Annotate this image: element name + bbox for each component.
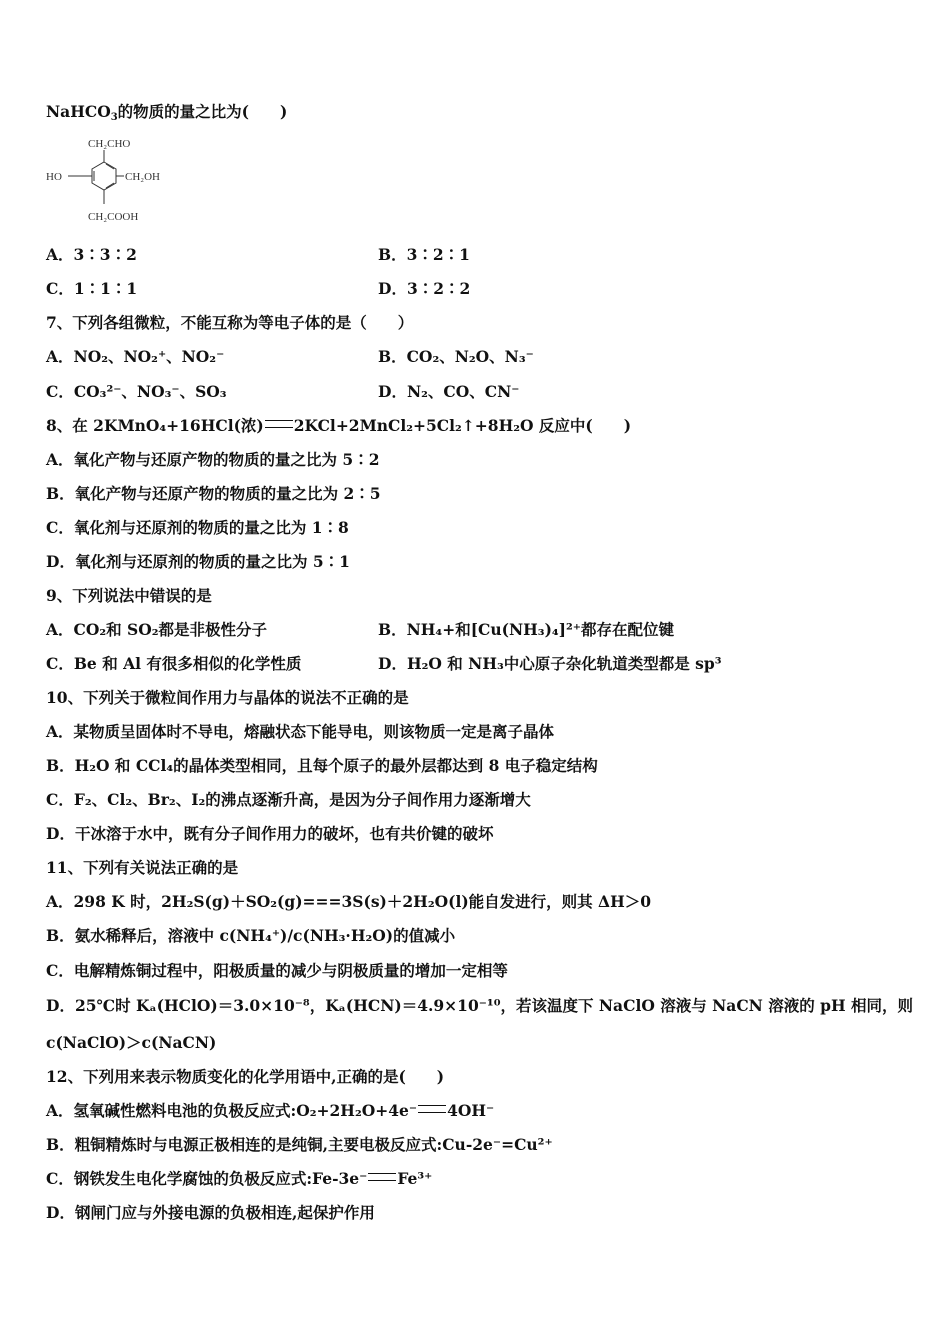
q6-option-b: B．3∶2∶1 bbox=[378, 245, 470, 264]
q6-option-a: A．3∶3∶2 bbox=[46, 245, 137, 264]
q11-option-c: C．电解精炼铜过程中，阳极质量的减少与阴极质量的增加一定相等 bbox=[46, 961, 508, 980]
q11-option-a: A．298 K 时，2H₂S(g)＋SO₂(g)===3S(s)＋2H₂O(l)能自发进行，则其 ΔH＞0 bbox=[46, 892, 652, 911]
q12-option-c bbox=[46, 1169, 432, 1189]
q11-option-d-line2: c(NaClO)＞c(NaCN) bbox=[46, 1033, 217, 1052]
q9-stem: 9、下列说法中错误的是 bbox=[46, 586, 212, 605]
q7-option-b: B．CO₂、N₂O、N₃⁻ bbox=[378, 347, 534, 366]
q8-stem bbox=[46, 416, 631, 436]
q10-option-d: D．干冰溶于水中，既有分子间作用力的破坏，也有共价键的破坏 bbox=[46, 824, 494, 843]
q6-stem-formula: NaHCO bbox=[46, 102, 111, 121]
q8-stem-right: 2KCl+2MnCl₂+5Cl₂↑+8H₂O 反应中( ) bbox=[293, 416, 632, 435]
q10-stem: 10、下列关于微粒间作用力与晶体的说法不正确的是 bbox=[46, 688, 409, 707]
q6-stem-sub: 3 bbox=[110, 112, 118, 123]
struct-bottom-group: CH₂COOH bbox=[88, 211, 139, 223]
q12-stem: 12、下列用来表示物质变化的化学用语中,正确的是( ) bbox=[46, 1067, 445, 1086]
q7-option-c: C．CO₃²⁻、NO₃⁻、SO₃ bbox=[46, 382, 227, 401]
q11-stem: 11、下列有关说法正确的是 bbox=[46, 858, 239, 877]
structural-formula bbox=[46, 136, 176, 228]
q12-option-a bbox=[46, 1101, 494, 1121]
q10-option-b: B．H₂O 和 CCl₄的晶体类型相同，且每个原子的最外层都达到 8 电子稳定结构 bbox=[46, 756, 598, 775]
q8-stem-left: 8、在 2KMnO₄+16HCl(浓) bbox=[46, 416, 264, 435]
equals-sign-icon bbox=[265, 420, 293, 428]
q6-stem-text: 的物质的量之比为( ) bbox=[117, 102, 288, 121]
q8-option-a: A．氧化产物与还原产物的物质的量之比为 5∶2 bbox=[46, 450, 380, 469]
q12-option-c-right: Fe³⁺ bbox=[397, 1169, 433, 1188]
q7-stem: 7、下列各组微粒，不能互称为等电子体的是（ ） bbox=[46, 313, 414, 332]
q8-option-d: D．氧化剂与还原剂的物质的量之比为 5∶1 bbox=[46, 552, 350, 571]
q11-option-b: B．氨水稀释后，溶液中 c(NH₄⁺)/c(NH₃·H₂O)的值减小 bbox=[46, 926, 456, 945]
q9-option-a: A．CO₂和 SO₂都是非极性分子 bbox=[46, 620, 268, 639]
q8-option-c: C．氧化剂与还原剂的物质的量之比为 1∶8 bbox=[46, 518, 349, 537]
q6-option-c: C．1∶1∶1 bbox=[46, 279, 138, 298]
q6-option-d: D．3∶2∶2 bbox=[378, 279, 471, 298]
q12-option-b: B．粗铜精炼时与电源正极相连的是纯铜,主要电极反应式:Cu-2e⁻=Cu²⁺ bbox=[46, 1135, 553, 1154]
q12-option-a-right: 4OH⁻ bbox=[447, 1101, 495, 1120]
q10-option-a: A．某物质呈固体时不导电，熔融状态下能导电，则该物质一定是离子晶体 bbox=[46, 722, 555, 741]
q7-option-a: A．NO₂、NO₂⁺、NO₂⁻ bbox=[46, 347, 225, 366]
q12-option-c-left: C．钢铁发生电化学腐蚀的负极反应式:Fe-3e⁻ bbox=[46, 1169, 368, 1188]
q12-option-d: D．钢闸门应与外接电源的负极相连,起保护作用 bbox=[46, 1203, 375, 1222]
equals-sign-icon bbox=[368, 1173, 396, 1181]
q7-option-d: D．N₂、CO、CN⁻ bbox=[378, 382, 520, 401]
q9-option-c: C．Be 和 Al 有很多相似的化学性质 bbox=[46, 654, 302, 673]
equals-sign-icon bbox=[418, 1105, 446, 1113]
q8-option-b: B．氧化产物与还原产物的物质的量之比为 2∶5 bbox=[46, 484, 381, 503]
q10-option-c: C．F₂、Cl₂、Br₂、I₂的沸点逐渐升高，是因为分子间作用力逐渐增大 bbox=[46, 790, 531, 809]
struct-left-group: HO bbox=[46, 171, 62, 183]
q9-option-d: D．H₂O 和 NH₃中心原子杂化轨道类型都是 sp³ bbox=[378, 654, 722, 673]
struct-top-group: CH₂CHO bbox=[88, 138, 131, 150]
q12-option-a-left: A．氢氧碱性燃料电池的负极反应式:O₂+2H₂O+4e⁻ bbox=[46, 1101, 418, 1120]
q6-stem bbox=[46, 102, 287, 128]
q9-option-b: B．NH₄+和[Cu(NH₃)₄]²⁺都存在配位键 bbox=[378, 620, 674, 639]
struct-right-group: CH₂OH bbox=[125, 171, 161, 183]
q11-option-d-line1: D．25℃时 Kₐ(HClO)＝3.0×10⁻⁸，Kₐ(HCN)＝4.9×10⁻¹⁰，若该温度下 NaClO 溶液与 NaCN 溶液的 pH 相同，则 bbox=[46, 996, 914, 1015]
